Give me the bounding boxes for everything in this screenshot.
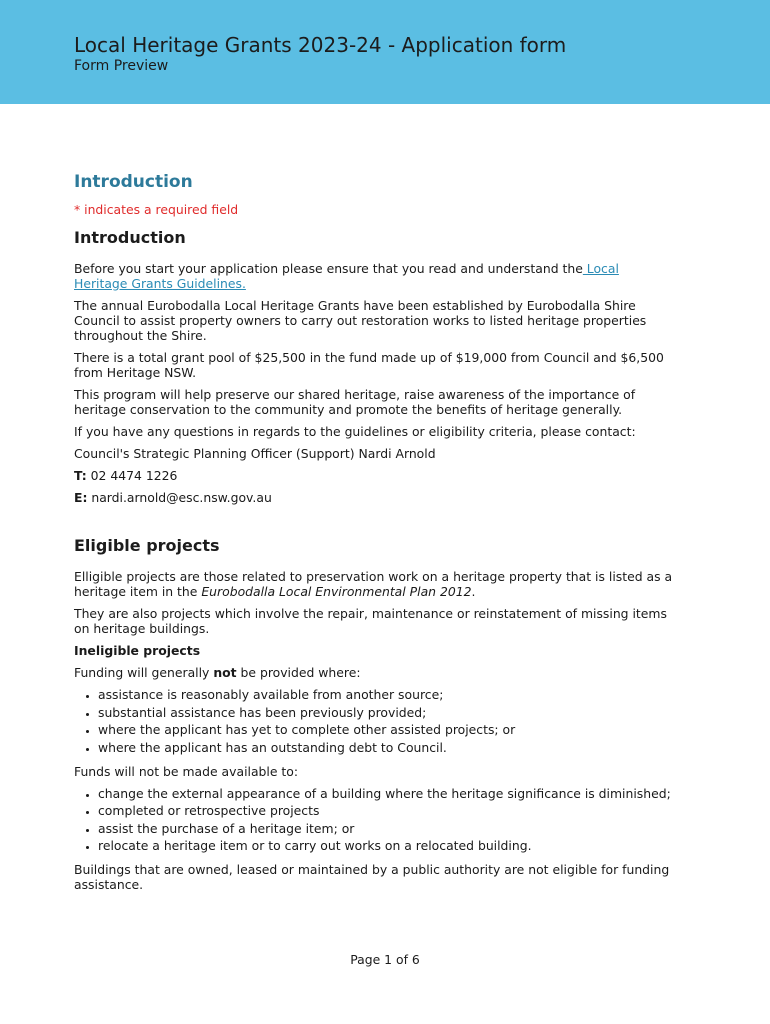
intro-paragraph-about: The annual Eurobodalla Local Heritage Grants have been established by Eurobodalla Shire Council to assist property owners to carry out restoration works to listed heritage properties throughout the Shire.	[74, 298, 647, 343]
list-item: • substantial assistance has been previously provided;	[98, 705, 674, 720]
intro-guidelines-text: Before you start your application please ensure that you read and understand the	[74, 261, 583, 276]
funds-intro: Funds will not be made available to:	[74, 763, 299, 779]
eligible-paragraph-intro	[74, 569, 674, 599]
list-item: • change the external appearance of a building where the heritage significance is diminished;	[98, 786, 674, 801]
contact-name: Council's Strategic Planning Officer (Support) Nardi Arnold	[74, 446, 436, 461]
intro-paragraph-grant-pool: There is a total grant pool of $25,500 in the fund made up of $19,000 from Council and $6,500 from Heritage NSW.	[74, 350, 664, 380]
list-item: • relocate a heritage item or to carry out works on a relocated building.	[98, 838, 674, 853]
lep-reference: Eurobodalla Local Environmental Plan 2012	[201, 584, 472, 599]
guidelines-link[interactable]: Local Heritage Grants Guidelines.	[74, 261, 619, 291]
form-header	[0, 0, 770, 104]
list-item: • where the applicant has yet to complete other assisted projects; or	[98, 722, 674, 737]
eligible-section-title: Eligible projects	[74, 536, 220, 555]
funding-not: not	[213, 665, 237, 680]
form-subtitle: Form Preview	[74, 58, 169, 74]
public-authority-paragraph: Buildings that are owned, leased or maintained by a public authority are not eligible for funding assistance.	[74, 862, 670, 892]
list-item: • completed or retrospective projects	[98, 803, 674, 818]
page-number: Page 1 of 6	[350, 952, 420, 967]
ineligible-heading-text: Ineligible projects	[74, 643, 201, 658]
list-item: • assistance is reasonably available from another source;	[98, 687, 674, 702]
eligible-intro-end: .	[471, 584, 476, 599]
form-title: Local Heritage Grants 2023-24 - Application form	[74, 33, 567, 57]
intro-paragraph-guidelines	[74, 261, 674, 291]
email-label: E:	[74, 490, 88, 505]
phone-value: 02 4474 1226	[86, 468, 178, 483]
email-value: nardi.arnold@esc.nsw.gov.au	[87, 490, 272, 505]
list-item: • where the applicant has an outstanding debt to Council.	[98, 740, 674, 755]
required-field-note: * indicates a required field	[74, 202, 239, 217]
page-heading: Introduction	[74, 172, 193, 192]
funds-exclusion-list	[74, 786, 674, 854]
intro-paragraph-program: This program will help preserve our shared heritage, raise awareness of the importance of heritage conservation to the community and promote the benefits of heritage generally.	[74, 387, 636, 417]
ineligible-heading	[74, 643, 674, 658]
phone-label: T:	[74, 468, 87, 483]
list-item: • assist the purchase of a heritage item; or	[98, 821, 674, 836]
funding-exclusion-list	[74, 687, 674, 755]
intro-section-title: Introduction	[74, 228, 186, 247]
funding-paragraph	[74, 665, 674, 680]
eligible-paragraph-repair: They are also projects which involve the repair, maintenance or reinstatement of missing items on heritage buildings.	[74, 606, 667, 636]
contact-phone	[74, 468, 674, 483]
intro-paragraph-questions: If you have any questions in regards to the guidelines or eligibility criteria, please contact:	[74, 424, 636, 439]
funding-text-end: be provided where:	[236, 665, 361, 680]
eligible-intro-text: Elligible projects are those related to preservation work on a heritage property that is listed as a heritage item in the	[74, 569, 673, 599]
contact-email	[74, 490, 674, 505]
funding-text: Funding will generally	[74, 665, 214, 680]
form-content	[74, 170, 674, 899]
